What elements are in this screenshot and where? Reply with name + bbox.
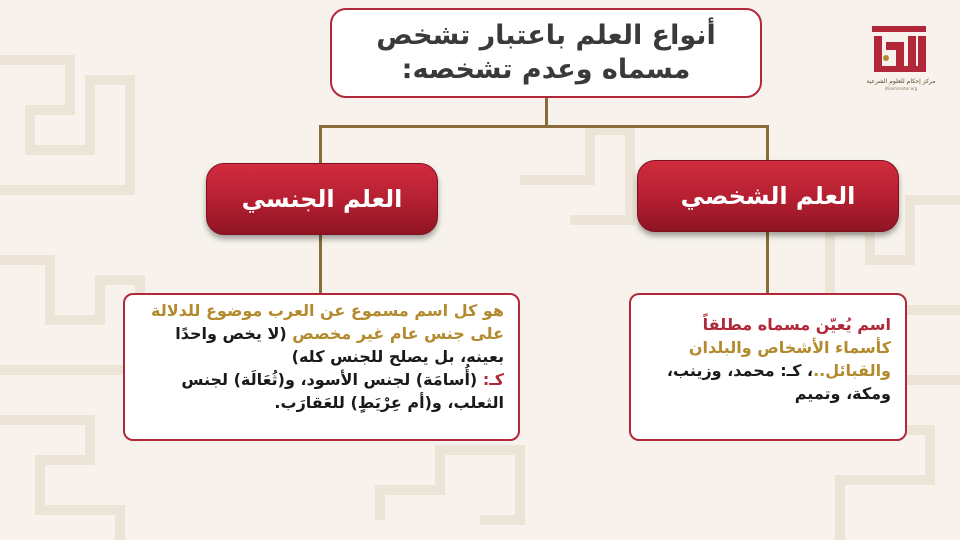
desc-left-l4-text: (أُسامَة) لجنس الأسود، و(ثُعَالَة) لجنس (181, 370, 478, 389)
desc-right-l3-rest: ، كـ: محمد، وزينب، (666, 361, 814, 380)
desc-left-line-4 (139, 368, 504, 391)
desc-right-line-4: ومكة، وتميم (794, 384, 891, 403)
node-label-right: العلم الشخصي (680, 182, 856, 210)
connector-left-down (319, 125, 322, 165)
desc-right-line-2: كأسماء الأشخاص والبلدان (688, 338, 891, 357)
node-generic-proper-noun (206, 163, 438, 235)
connector-title-down (545, 98, 548, 126)
desc-left-l1-prefix: هو (477, 301, 504, 320)
desc-right-line-3 (645, 359, 891, 382)
description-personal (629, 293, 907, 441)
title-line-1: أنواع العلم باعتبار تشخص (376, 20, 716, 51)
title-line-2: مسماه وعدم تشخصه: (401, 54, 691, 85)
description-generic (123, 293, 520, 441)
node-personal-proper-noun (637, 160, 899, 232)
logo-caption: مركز إحكام للعلوم الشرعية (866, 78, 936, 85)
brand-logo (866, 20, 936, 92)
desc-left-line-5: الثعلب، و(أم عِرْيَطٍ) للعَقارَب. (274, 393, 504, 412)
desc-left-line-2 (139, 322, 504, 345)
connector-right-to-desc (766, 232, 769, 295)
desc-left-l2-suffix: (لا يخص واحدًا (175, 324, 293, 343)
connector-horizontal (319, 125, 769, 128)
connector-left-to-desc (319, 235, 322, 295)
desc-left-line-3: بعينه، بل يصلح للجنس كله) (291, 347, 504, 366)
desc-left-line-1 (139, 299, 504, 322)
connector-right-down (766, 125, 769, 162)
desc-left-l1-text: كل اسم مسموع عن العرب موضوع للدلالة (151, 301, 478, 320)
desc-left-l2-text: على جنس عام غير مخصص (292, 324, 504, 343)
desc-right-l3-accent: والقبائل.. (813, 361, 891, 380)
desc-left-l4-prefix: كـ: (477, 370, 504, 389)
logo-mark-icon (872, 26, 926, 76)
desc-right-line-1: اسم يُعيّن مسماه مطلقاً (702, 315, 891, 334)
diagram-title (330, 8, 762, 98)
node-label-left: العلم الجنسي (241, 185, 403, 213)
logo-subcaption: ihkamcenter.org (884, 86, 918, 91)
